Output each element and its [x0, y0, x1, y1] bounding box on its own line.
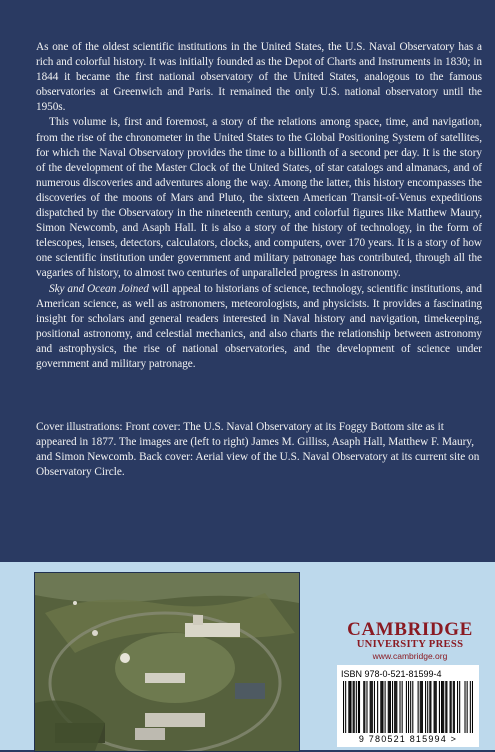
book-title-italic: Sky and Ocean Joined: [49, 282, 149, 295]
barcode-bar: [472, 681, 473, 733]
barcode-bar: [395, 681, 396, 733]
barcode-bar: [380, 681, 381, 733]
barcode-bar: [389, 681, 390, 733]
publisher-name: CAMBRIDGE: [347, 619, 473, 640]
barcode-bar: [430, 681, 431, 733]
barcode-bar: [396, 681, 397, 733]
barcode-bar: [388, 681, 389, 733]
publisher-url: www.cambridge.org: [372, 651, 448, 661]
publisher-logo: [340, 620, 480, 662]
barcode-bar: [385, 681, 386, 733]
barcode-bar: [421, 681, 422, 733]
blurb-paragraph-2: This volume is, first and foremost, a story of the relations among space, time, and navigation, from the rise of the chronometer in the United States to the Global Positioning System of satellites, for which the Naval Observatory provides the time to a billionth of a second per day. It is the story of the development of the Master Clock of the United States, of star catalogs and almanacs, and of numerous discoveries and adventures along the way. Among the latter, this history encompasses the discoveries of the moons of Mars and Pluto, the sixteen American Transit-of-Venus expeditions dispatched by the Observatory in the nineteenth century, and colorful figures like Matthew Maury, Simon Newcomb, and Asaph Hall. It is also a story of the history of technology, in the form of telescopes, lenses, detectors, calculators, clocks, and computers, over 170 years. It is a story of how one scientific institution under government and military patronage has contributed, through all the vagaries of history, to almost two centuries of unparalleled progress in astronomy.: [36, 116, 482, 280]
aerial-photo-illustration: [35, 573, 299, 751]
isbn-label: ISBN 978-0-521-81599-4: [341, 669, 442, 679]
barcode-bar: [412, 681, 413, 733]
barcode-bar: [451, 681, 452, 733]
barcode-bar: [377, 681, 378, 733]
barcode-bar: [356, 681, 357, 733]
barcode-bar: [394, 681, 395, 733]
barcode-bar: [402, 681, 403, 733]
barcode-bar: [374, 681, 375, 733]
barcode-bar: [364, 681, 365, 733]
barcode-bar: [442, 681, 443, 733]
back-cover-blurb: [36, 40, 482, 372]
barcode-bar: [435, 681, 436, 733]
cover-illustration-credits: Cover illustrations: Front cover: The U.S. Naval Observatory at its Foggy Bottom site as it appeared in 1877. The images are (left to right) James M. Gilliss, Asaph Hall, Matthew F. Maury, and Simon Newcomb. Back cover: Aerial view of the U.S. Naval Observatory at its current site on Observatory Circle.: [36, 421, 480, 479]
barcode-bar: [454, 681, 455, 733]
barcode-graphic: [343, 681, 473, 733]
barcode-bar: [363, 681, 364, 733]
barcode-bar: [348, 681, 349, 733]
barcode-bar: [459, 681, 460, 733]
aerial-photo-observatory: [34, 572, 300, 752]
barcode-bar: [457, 681, 458, 733]
barcode-bar: [410, 681, 411, 733]
isbn-digits: 9 780521 815994 >: [358, 734, 458, 744]
barcode-bar: [345, 681, 346, 733]
barcode-bar: [434, 681, 435, 733]
barcode-bar: [354, 681, 355, 733]
barcode-bar: [429, 681, 430, 733]
barcode-bar: [436, 681, 437, 733]
barcode-bar: [418, 681, 419, 733]
barcode-bar: [464, 681, 465, 733]
barcode-bar: [453, 681, 454, 733]
barcode-bar: [446, 681, 447, 733]
barcode-bar: [422, 681, 423, 733]
barcode-bar: [350, 681, 351, 733]
barcode-bar: [381, 681, 382, 733]
barcode-bar: [406, 681, 407, 733]
blurb-paragraph-3-text: will appeal to historians of science, technology, scientific institutions, and American science, as well as astronomers, meteorologists, and physicists. It provides a fascinating insight for scholars and general readers interested in Naval history and navigation, timekeeping, positional astronomy, and celestial mechanics, and also charts the relationship between astronomy and astrophysics, the rise of national observatories, and the development of science under government and military patronage.: [36, 282, 482, 370]
barcode-bar: [343, 681, 344, 733]
barcode-bar: [420, 681, 421, 733]
barcode-bar: [371, 681, 372, 733]
publisher-subtitle: UNIVERSITY PRESS: [356, 639, 464, 650]
barcode-bar: [441, 681, 442, 733]
barcode-bar: [439, 681, 440, 733]
barcode-bar: [382, 681, 383, 733]
barcode-bar: [349, 681, 350, 733]
barcode-bar: [359, 681, 360, 733]
barcode-bar: [467, 681, 468, 733]
barcode-bar: [470, 681, 471, 733]
barcode-bar: [445, 681, 446, 733]
blurb-paragraph-1: As one of the oldest scientific institutions in the United States, the U.S. Naval Observatory has a rich and colorful history. It was initially founded as the Depot of Charts and Instruments in 1830; in 1844 it became the first national observatory of the United States, analogous to the famous observatories at Greenwich and Paris. It remained the only U.S. national observatory until the 1950s.: [36, 41, 482, 114]
blurb-paragraph-3: [36, 282, 482, 373]
barcode-bar: [358, 681, 359, 733]
barcode-bar: [392, 681, 393, 733]
barcode-bar: [443, 681, 444, 733]
isbn-barcode-box: [337, 665, 479, 747]
barcode-bar: [390, 681, 391, 733]
barcode-bar: [425, 681, 426, 733]
barcode-bar: [450, 681, 451, 733]
barcode-bar: [408, 681, 409, 733]
barcode-bar: [370, 681, 371, 733]
barcode-bar: [366, 681, 367, 733]
barcode-bar: [353, 681, 354, 733]
barcode-bar: [399, 681, 400, 733]
barcode-bar: [372, 681, 373, 733]
barcode-bar: [427, 681, 428, 733]
